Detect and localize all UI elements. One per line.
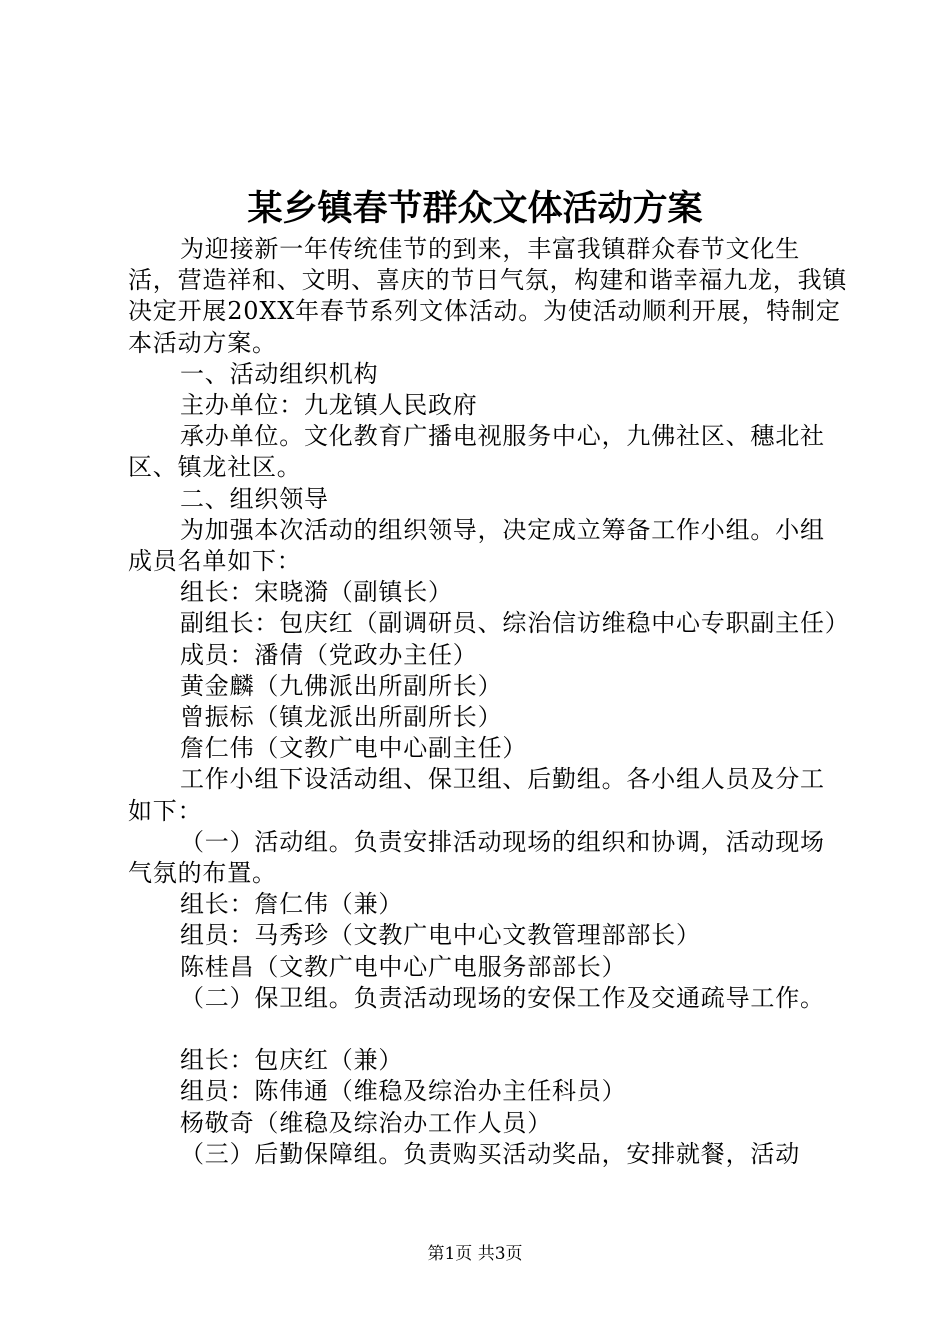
paragraph-groups: 工作小组下设活动组、保卫组、后勤组。各小组人员及分工如下： <box>128 765 825 825</box>
list-item: 组长：包庆红（兼） <box>180 1046 404 1075</box>
paragraph-intro: 为迎接新一年传统佳节的到来，丰富我镇群众春节文化生活，营造祥和、文明、喜庆的节日气氛，构建和谐幸福九龙，我镇决定开展20XX年春节系列文体活动。为使活动顺利开展，特制定本活动方案。 <box>128 235 848 357</box>
paragraph-security-group: （二）保卫组。负责活动现场的安保工作及交通疏导工作。 <box>180 983 825 1012</box>
list-item: 成员：潘倩（党政办主任） <box>180 640 478 669</box>
paragraph-logistics-group: （三）后勤保障组。负责购买活动奖品，安排就餐，活动 <box>180 1139 800 1168</box>
list-item: 陈桂昌（文教广电中心广电服务部部长） <box>180 952 627 981</box>
paragraph-host: 主办单位：九龙镇人民政府 <box>180 391 478 420</box>
document-body <box>128 234 848 1170</box>
list-item: 组长：詹仁伟（兼） <box>180 890 404 919</box>
list-item: 组员：陈伟通（维稳及综治办主任科员） <box>180 1077 627 1106</box>
list-item: 组员：马秀珍（文教广电中心文教管理部部长） <box>180 921 701 950</box>
blank-line <box>128 1014 848 1045</box>
list-item: 副组长：包庆红（副调研员、综治信访维稳中心专职副主任） <box>180 609 850 638</box>
paragraph-activity-group: （一）活动组。负责安排活动现场的组织和协调，活动现场气氛的布置。 <box>128 827 825 888</box>
page-number: 第1页 共3页 <box>427 1244 523 1264</box>
paragraph-organizer: 承办单位。文化教育广播电视服务中心，九佛社区、穗北社区、镇龙社区。 <box>128 422 825 482</box>
heading-organization: 一、活动组织机构 <box>180 359 379 388</box>
heading-leadership: 二、组织领导 <box>180 484 329 513</box>
document-title: 某乡镇春节群众文体活动方案 <box>247 188 703 229</box>
list-item: 曾振标（镇龙派出所副所长） <box>180 703 503 732</box>
list-item: 詹仁伟（文教广电中心副主任） <box>180 734 528 763</box>
list-item: 组长：宋晓漪（副镇长） <box>180 578 453 607</box>
list-item: 黄金麟（九佛派出所副所长） <box>180 671 503 700</box>
list-item: 杨敬奇（维稳及综治办工作人员） <box>180 1108 552 1137</box>
paragraph-leadership: 为加强本次活动的组织领导，决定成立筹备工作小组。小组成员名单如下： <box>128 515 825 576</box>
